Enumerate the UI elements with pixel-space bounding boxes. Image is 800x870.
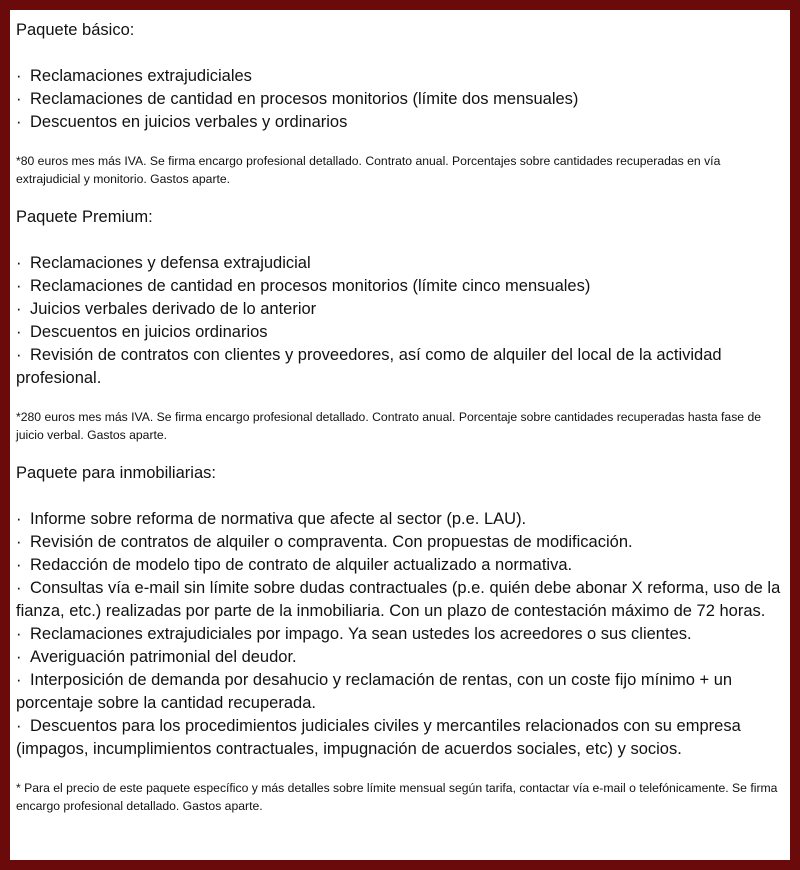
list-item-text: Revisión de contratos con clientes y proveedores, así como de alquiler del local de la actividad profesional. <box>16 346 722 387</box>
bullet-icon: · <box>16 323 22 341</box>
list-item <box>16 669 784 715</box>
list-item <box>16 65 784 88</box>
list-item <box>16 623 784 646</box>
list-item <box>16 111 784 134</box>
list-item <box>16 321 784 344</box>
content-panel <box>10 10 790 860</box>
bullet-icon: · <box>16 717 22 735</box>
bullet-icon: · <box>16 648 22 666</box>
list-item-text: Informe sobre reforma de normativa que afecte al sector (p.e. LAU). <box>30 510 527 528</box>
bullet-icon: · <box>16 510 22 528</box>
list-item-text: Averiguación patrimonial del deudor. <box>30 648 297 666</box>
bullet-icon: · <box>16 533 22 551</box>
package-note: *80 euros mes más IVA. Se firma encargo profesional detallado. Contrato anual. Porcentajes sobre cantidades recuperadas en vía extrajudicial y monitorio. Gastos aparte. <box>16 154 721 186</box>
list-item <box>16 344 784 390</box>
bullet-icon: · <box>16 300 22 318</box>
package-item-list <box>16 252 784 390</box>
list-item-text: Reclamaciones extrajudiciales <box>30 67 252 85</box>
list-item-text: Reclamaciones de cantidad en procesos monitorios (límite cinco mensuales) <box>30 277 591 295</box>
list-item-text: Juicios verbales derivado de lo anterior <box>30 300 317 318</box>
package-inmobiliarias <box>16 462 784 815</box>
package-title: Paquete para inmobiliarias: <box>16 464 216 482</box>
list-item-text: Descuentos en juicios ordinarios <box>30 323 268 341</box>
list-item <box>16 554 784 577</box>
list-item <box>16 577 784 623</box>
package-item-list <box>16 508 784 761</box>
list-item-text: Revisión de contratos de alquiler o compraventa. Con propuestas de modificación. <box>30 533 633 551</box>
list-item-text: Reclamaciones y defensa extrajudicial <box>30 254 311 272</box>
bullet-icon: · <box>16 67 22 85</box>
list-item-text: Descuentos en juicios verbales y ordinarios <box>30 113 348 131</box>
list-item <box>16 715 784 761</box>
list-item-text: Redacción de modelo tipo de contrato de alquiler actualizado a normativa. <box>30 556 573 574</box>
list-item <box>16 531 784 554</box>
bullet-icon: · <box>16 671 22 689</box>
bullet-icon: · <box>16 346 22 364</box>
bullet-icon: · <box>16 625 22 643</box>
package-title: Paquete básico: <box>16 21 135 39</box>
list-item-text: Consultas vía e-mail sin límite sobre dudas contractuales (p.e. quién debe abonar X reforma, uso de la fianza, etc.) realizadas por parte de la inmobiliaria. Con un plazo de contestación máximo de 72 horas. <box>16 579 781 620</box>
package-note: * Para el precio de este paquete específico y más detalles sobre límite mensual según tarifa, contactar vía e-mail o telefónicamente. Se firma encargo profesional detallado. Gastos aparte. <box>16 781 778 813</box>
list-item <box>16 275 784 298</box>
list-item <box>16 252 784 275</box>
list-item <box>16 88 784 111</box>
bullet-icon: · <box>16 277 22 295</box>
bullet-icon: · <box>16 254 22 272</box>
list-item-text: Descuentos para los procedimientos judiciales civiles y mercantiles relacionados con su empresa (impagos, incumplimientos contractuales, impugnación de acuerdos sociales, etc) y socios. <box>16 717 741 758</box>
list-item-text: Reclamaciones de cantidad en procesos monitorios (límite dos mensuales) <box>30 90 579 108</box>
package-item-list <box>16 65 784 134</box>
bullet-icon: · <box>16 113 22 131</box>
package-title: Paquete Premium: <box>16 208 153 226</box>
package-note: *280 euros mes más IVA. Se firma encargo profesional detallado. Contrato anual. Porcentaje sobre cantidades recuperadas hasta fase de juicio verbal. Gastos aparte. <box>16 410 762 442</box>
list-item <box>16 646 784 669</box>
package-premium <box>16 206 784 444</box>
bullet-icon: · <box>16 579 22 597</box>
bullet-icon: · <box>16 90 22 108</box>
list-item-text: Interposición de demanda por desahucio y reclamación de rentas, con un coste fijo mínimo + un porcentaje sobre la cantidad recuperada. <box>16 671 733 712</box>
list-item <box>16 298 784 321</box>
bullet-icon: · <box>16 556 22 574</box>
list-item <box>16 508 784 531</box>
package-basico <box>16 19 784 188</box>
list-item-text: Reclamaciones extrajudiciales por impago. Ya sean ustedes los acreedores o sus clientes. <box>30 625 692 643</box>
